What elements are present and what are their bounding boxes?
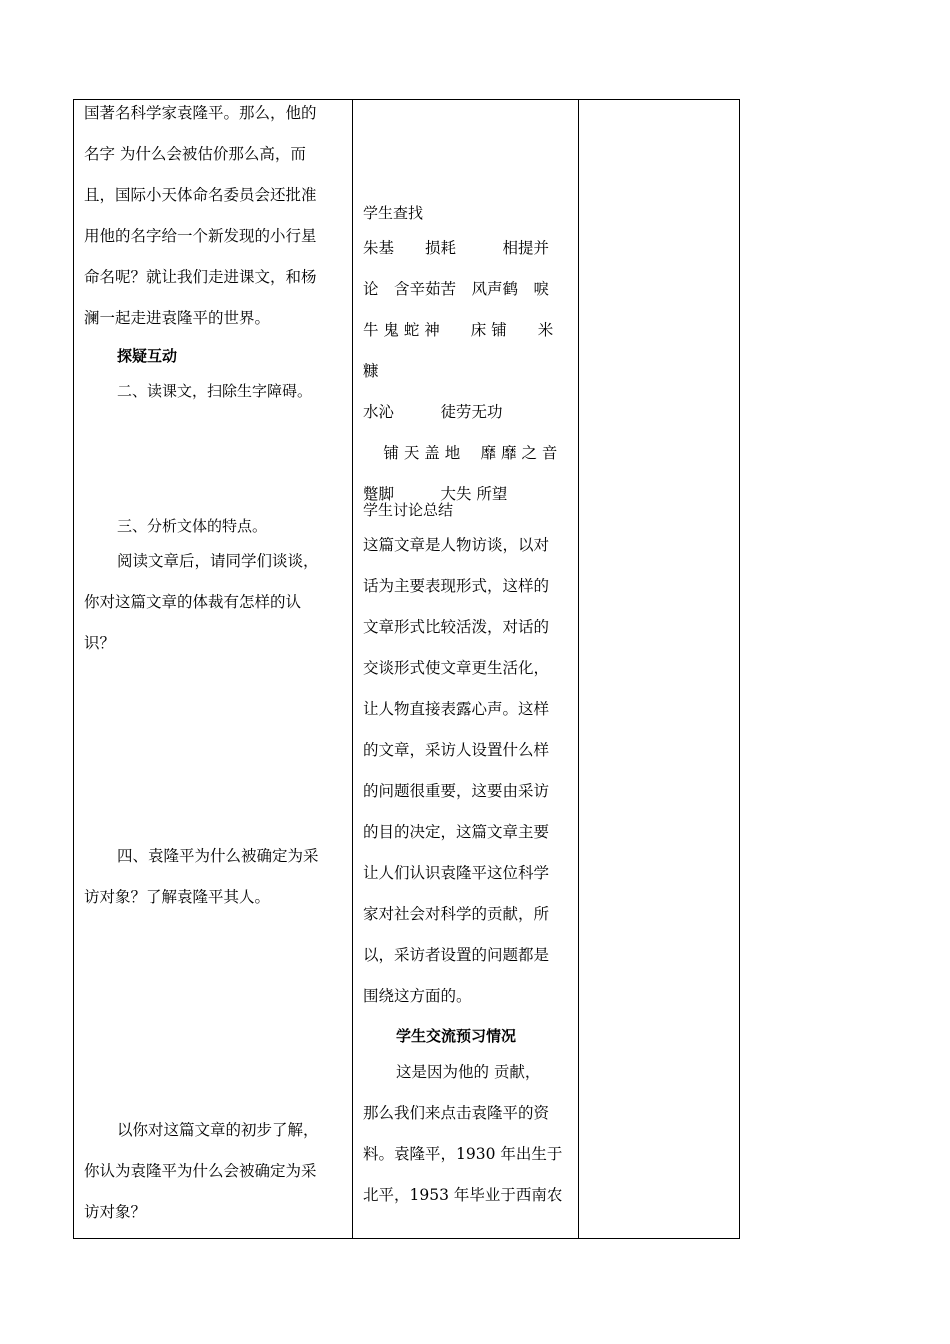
teacher-activity-column bbox=[74, 100, 353, 1238]
genre-question-line: 识？ bbox=[84, 634, 116, 652]
vocabulary-line: 蹩脚 大失 所望 bbox=[363, 485, 508, 503]
exchange-line: 北平，1953 年毕业于西南农 bbox=[363, 1186, 563, 1204]
find-label: 学生查找 bbox=[363, 204, 424, 222]
step-two-text: 二、读课文，扫除生字障碍。 bbox=[117, 382, 313, 400]
intro-line: 命名呢？就让我们走进课文，和杨 bbox=[84, 268, 317, 286]
summary-line: 围绕这方面的。 bbox=[363, 987, 472, 1005]
intro-line: 且，国际小天体命名委员会还批准 bbox=[84, 186, 317, 204]
intro-paragraph bbox=[84, 100, 344, 339]
summary-line: 让人物直接表露心声。这样 bbox=[363, 700, 550, 718]
discuss-label: 学生讨论总结 bbox=[363, 501, 454, 519]
closing-line: 你认为袁隆平为什么会被确定为采 bbox=[84, 1162, 317, 1180]
student-activity-column bbox=[353, 100, 579, 1238]
exchange-line: 这是因为他的 贡献， bbox=[396, 1063, 541, 1081]
exchange-line: 那么我们来点击袁隆平的资 bbox=[363, 1104, 550, 1122]
intro-line: 用他的名字给一个新发现的小行星 bbox=[84, 227, 317, 245]
summary-line: 让人们认识袁隆平这位科学 bbox=[363, 864, 550, 882]
summary-line: 的文章，采访人设置什么样 bbox=[363, 741, 550, 759]
vocabulary-line: 朱基 损耗 相提并 bbox=[363, 239, 550, 257]
summary-line: 这篇文章是人物访谈，以对 bbox=[363, 536, 550, 554]
vocabulary-line: 水沁 徒劳无功 bbox=[363, 403, 503, 421]
notes-column bbox=[579, 100, 739, 1238]
closing-line: 访对象？ bbox=[84, 1203, 147, 1221]
section-heading: 探疑互动 bbox=[117, 347, 178, 365]
vocabulary-line: 论 含辛茹苦 风声鹤 唳 bbox=[363, 280, 550, 298]
step-three-text: 三、分析文体的特点。 bbox=[117, 517, 268, 535]
step-four-text bbox=[84, 836, 344, 918]
exchange-line: 料。袁隆平，1930 年出生于 bbox=[363, 1145, 563, 1163]
exchange-paragraph bbox=[363, 1052, 570, 1216]
closing-question bbox=[84, 1110, 344, 1233]
genre-question-line: 你对这篇文章的体裁有怎样的认 bbox=[84, 593, 302, 611]
lesson-table bbox=[73, 99, 740, 1239]
genre-question-line: 阅读文章后，请同学们谈谈， bbox=[117, 552, 319, 570]
discussion-summary bbox=[363, 525, 570, 1017]
intro-line: 名字 为什么会被估价那么高，而 bbox=[84, 145, 306, 163]
genre-question bbox=[84, 541, 344, 664]
summary-line: 交谈形式使文章更生活化， bbox=[363, 659, 550, 677]
summary-line: 的问题很重要，这要由采访 bbox=[363, 782, 550, 800]
closing-line: 以你对这篇文章的初步了解， bbox=[117, 1121, 319, 1139]
vocabulary-line: 铺 天 盖 地 靡 靡 之 音 bbox=[363, 444, 558, 462]
summary-line: 的目的决定，这篇文章主要 bbox=[363, 823, 550, 841]
vocabulary-list bbox=[363, 228, 570, 515]
intro-line: 澜一起走进袁隆平的世界。 bbox=[84, 309, 271, 327]
step-four-line: 访对象？了解袁隆平其人。 bbox=[84, 888, 271, 906]
summary-line: 家对社会对科学的贡献，所 bbox=[363, 905, 550, 923]
summary-line: 以，采访者设置的问题都是 bbox=[363, 946, 550, 964]
step-four-line: 四、袁隆平为什么被确定为采 bbox=[117, 847, 319, 865]
exchange-heading: 学生交流预习情况 bbox=[396, 1027, 517, 1045]
intro-line: 国著名科学家袁隆平。那么，他的 bbox=[84, 104, 317, 122]
summary-line: 话为主要表现形式，这样的 bbox=[363, 577, 550, 595]
vocabulary-line: 牛 鬼 蛇 神 床 铺 米 糠 bbox=[363, 321, 559, 380]
summary-line: 文章形式比较活泼，对话的 bbox=[363, 618, 550, 636]
